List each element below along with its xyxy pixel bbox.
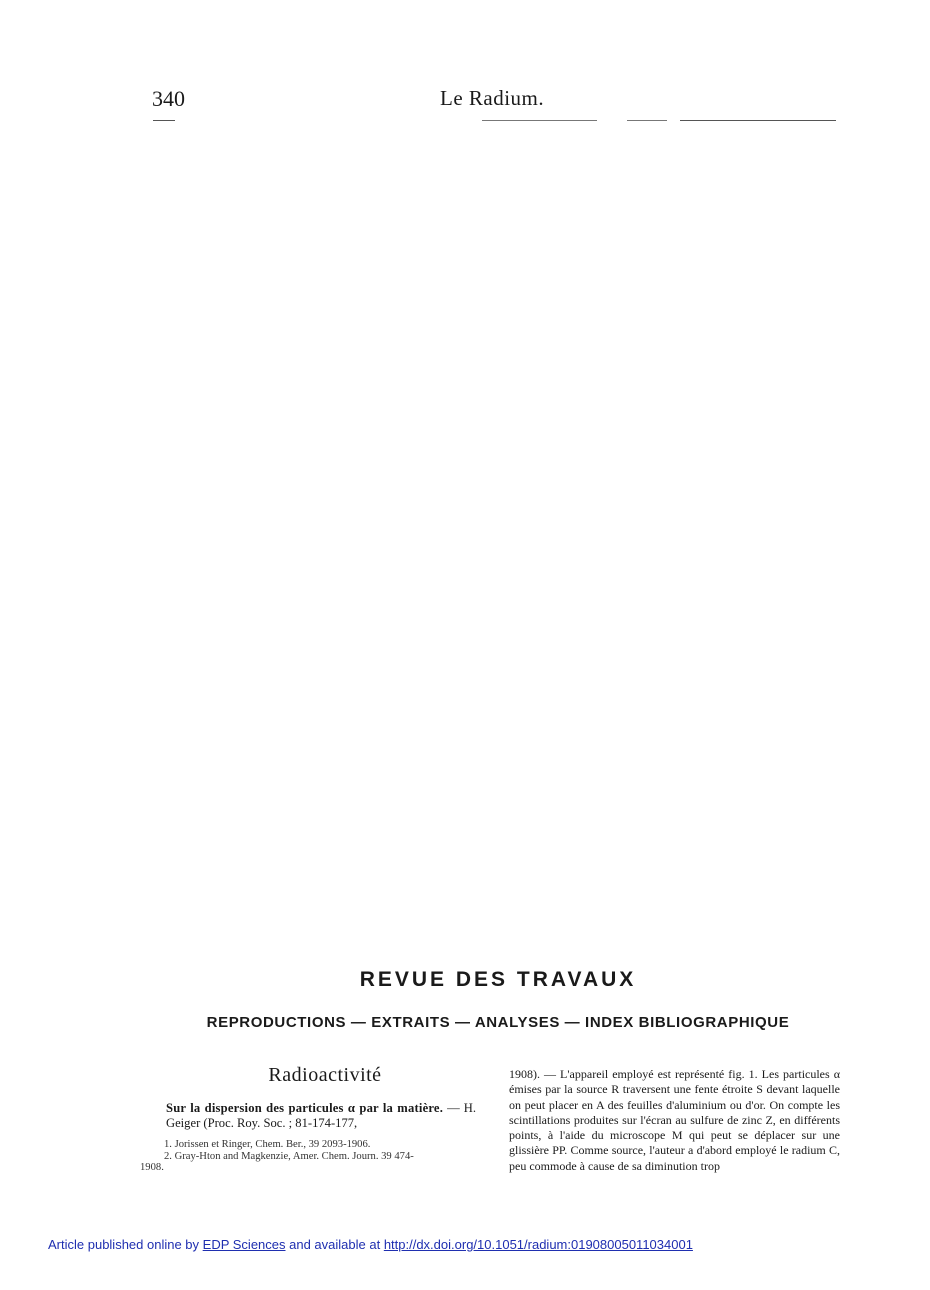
header-rule	[153, 120, 175, 121]
doi-link[interactable]: http://dx.doi.org/10.1051/radium:01908005011034001	[383, 1237, 693, 1252]
footnote: 1908.	[140, 1162, 164, 1174]
footer-prefix: Article published online by	[48, 1237, 203, 1252]
rubric-heading: Radioactivité	[268, 1064, 382, 1086]
header-rule	[627, 120, 667, 121]
page-number: 340	[152, 86, 185, 111]
header-rule	[482, 120, 597, 121]
right-column	[509, 1067, 840, 1174]
footer-middle: and available at	[285, 1237, 384, 1252]
article-title-bold: Sur la dispersion des particules α par la matière.	[166, 1101, 444, 1116]
publisher-link[interactable]: EDP Sciences	[202, 1237, 286, 1252]
running-title: Le Radium.	[440, 86, 545, 110]
body-paragraph: 1908). — L'appareil employé est représenté fig. 1. Les particules α émises par la source R traversent une fente étroite S devant laquelle on peut placer en A des feuilles d'aluminium ou d'or. On compte les scintillations produites sur l'écran au sulfure de zinc Z, en différents points, à l'aide du microscope M qui peut se déplacer sur une glissière PP. Comme source, l'auteur a d'abord employé le radium C, peu commode à cause de sa diminution trop	[509, 1067, 840, 1173]
footnotes	[140, 1139, 476, 1174]
article-title	[166, 1101, 476, 1130]
footnote: 2. Gray-Hton and Magkenzie, Amer. Chem. Journ. 39 474-	[164, 1150, 414, 1162]
header-rule	[680, 120, 836, 121]
section-heading: REVUE DES TRAVAUX	[359, 968, 637, 991]
publication-footer	[48, 1237, 693, 1252]
article-citation: — H. Geiger (Proc. Roy. Soc. ; 81-174-177,	[166, 1101, 476, 1130]
footnote: 1. Jorissen et Ringer, Chem. Ber., 39 2093-1906.	[164, 1139, 371, 1151]
left-column	[140, 1064, 476, 1174]
section-subheading: REPRODUCTIONS — EXTRAITS — ANALYSES — INDEX BIBLIOGRAPHIQUE	[206, 1014, 790, 1031]
